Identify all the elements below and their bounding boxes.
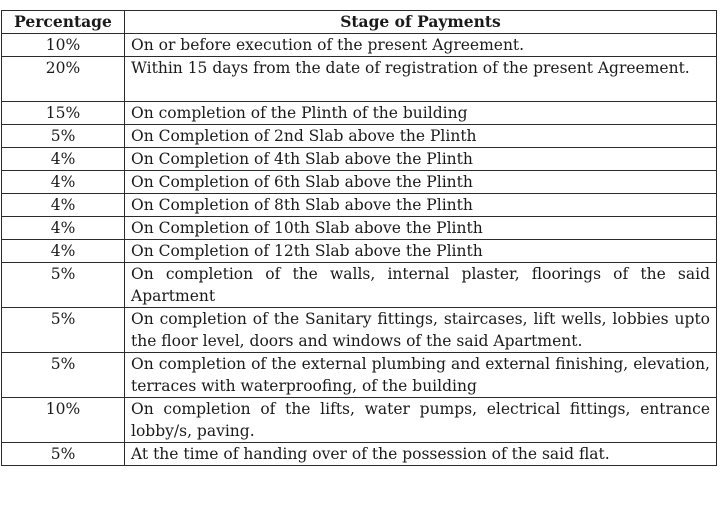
percentage-column-header: Percentage xyxy=(2,11,125,34)
percentage-cell: 5% xyxy=(2,353,125,398)
stage-cell: Within 15 days from the date of registration of the present Agreement. xyxy=(125,57,717,102)
percentage-cell: 5% xyxy=(2,263,125,308)
percentage-cell: 5% xyxy=(2,443,125,466)
table-row xyxy=(2,34,717,57)
percentage-cell: 5% xyxy=(2,308,125,353)
table-row xyxy=(2,353,717,398)
stage-cell: On completion of the external plumbing and external finishing, elevation, terraces with waterproofing, of the building xyxy=(125,353,717,398)
percentage-cell: 5% xyxy=(2,125,125,148)
stage-column-header: Stage of Payments xyxy=(125,11,717,34)
percentage-cell: 4% xyxy=(2,240,125,263)
stage-cell: On completion of the Sanitary fittings, staircases, lift wells, lobbies upto the floor level, doors and windows of the said Apartment. xyxy=(125,308,717,353)
table-header-row xyxy=(2,11,717,34)
table-row xyxy=(2,217,717,240)
percentage-cell: 4% xyxy=(2,171,125,194)
table-row xyxy=(2,57,717,102)
stage-cell: On or before execution of the present Agreement. xyxy=(125,34,717,57)
table-row xyxy=(2,263,717,308)
table-row xyxy=(2,308,717,353)
stage-cell: On completion of the Plinth of the building xyxy=(125,102,717,125)
percentage-cell: 10% xyxy=(2,34,125,57)
percentage-cell: 4% xyxy=(2,194,125,217)
percentage-cell: 10% xyxy=(2,398,125,443)
table-row xyxy=(2,171,717,194)
stage-cell: On Completion of 10th Slab above the Plinth xyxy=(125,217,717,240)
table-row xyxy=(2,125,717,148)
stage-cell: On Completion of 6th Slab above the Plinth xyxy=(125,171,717,194)
table-row xyxy=(2,443,717,466)
stage-cell: On completion of the walls, internal plaster, floorings of the said Apartment xyxy=(125,263,717,308)
table-row xyxy=(2,240,717,263)
table-row xyxy=(2,194,717,217)
table-row xyxy=(2,102,717,125)
stage-cell: On Completion of 8th Slab above the Plinth xyxy=(125,194,717,217)
table-row xyxy=(2,148,717,171)
stage-cell: At the time of handing over of the possession of the said flat. xyxy=(125,443,717,466)
percentage-cell: 15% xyxy=(2,102,125,125)
stage-cell: On Completion of 12th Slab above the Plinth xyxy=(125,240,717,263)
table-row xyxy=(2,398,717,443)
payment-schedule-table xyxy=(1,10,717,466)
stage-cell: On Completion of 2nd Slab above the Plinth xyxy=(125,125,717,148)
percentage-cell: 4% xyxy=(2,217,125,240)
percentage-cell: 4% xyxy=(2,148,125,171)
stage-cell: On Completion of 4th Slab above the Plinth xyxy=(125,148,717,171)
percentage-cell: 20% xyxy=(2,57,125,102)
stage-cell: On completion of the lifts, water pumps, electrical fittings, entrance lobby/s, paving. xyxy=(125,398,717,443)
